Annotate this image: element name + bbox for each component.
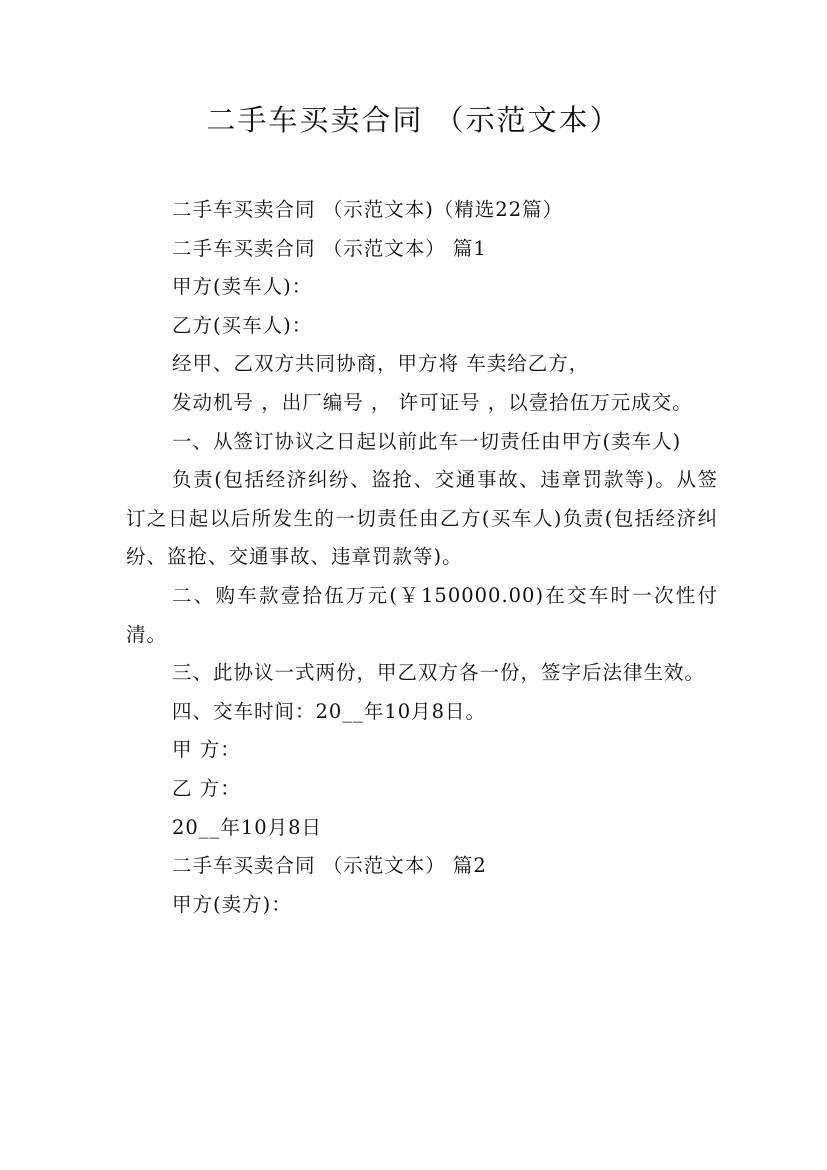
paragraph-signature-a: 甲 方： (172, 738, 241, 762)
document-title: 二手车买卖合同 （示范文本） (206, 103, 621, 137)
paragraph-clause-3: 三、此协议一式两份，甲乙双方各一份，签字后法律生效。 (172, 661, 706, 685)
paragraph-section-1-heading: 二手车买卖合同 （示范文本） 篇1 (172, 236, 487, 260)
document-body (126, 191, 718, 924)
paragraph-section-2-heading: 二手车买卖合同 （示范文本） 篇2 (172, 854, 487, 878)
paragraph-section-2-seller: 甲方(卖方)： (172, 892, 292, 916)
paragraph-agreement: 经甲、乙双方共同协商，甲方将 车卖给乙方， (172, 352, 590, 376)
paragraph-clause-1-detail: 负责(包括经济纠纷、盗抢、交通事故、违章罚款等)。从签订之日起以后所发生的一切责任由乙方(买车人)负责(包括经济纠纷、盗抢、交通事故、违章罚款等)。 (126, 468, 718, 569)
paragraph-subtitle: 二手车买卖合同 （示范文本)（精选22篇） (172, 198, 564, 221)
paragraph-clause-2: 二、购车款壹拾伍万元(￥150000.00)在交车时一次性付清。 (126, 583, 718, 646)
paragraph-party-a: 甲方(卖车人)： (172, 275, 313, 299)
paragraph-party-b: 乙方(买车人)： (172, 313, 313, 337)
paragraph-vehicle-info: 发动机号 ，出厂编号 ， 许可证号 ，以壹拾伍万元成交。 (172, 390, 693, 414)
paragraph-date: 20__年10月8日 (172, 815, 323, 839)
paragraph-clause-4: 四、交车时间：20__年10月8日。 (172, 699, 487, 723)
paragraph-clause-1: 一、从签订协议之日起以前此车一切责任由甲方(卖车人) (172, 429, 682, 453)
paragraph-signature-b: 乙 方： (172, 776, 241, 800)
